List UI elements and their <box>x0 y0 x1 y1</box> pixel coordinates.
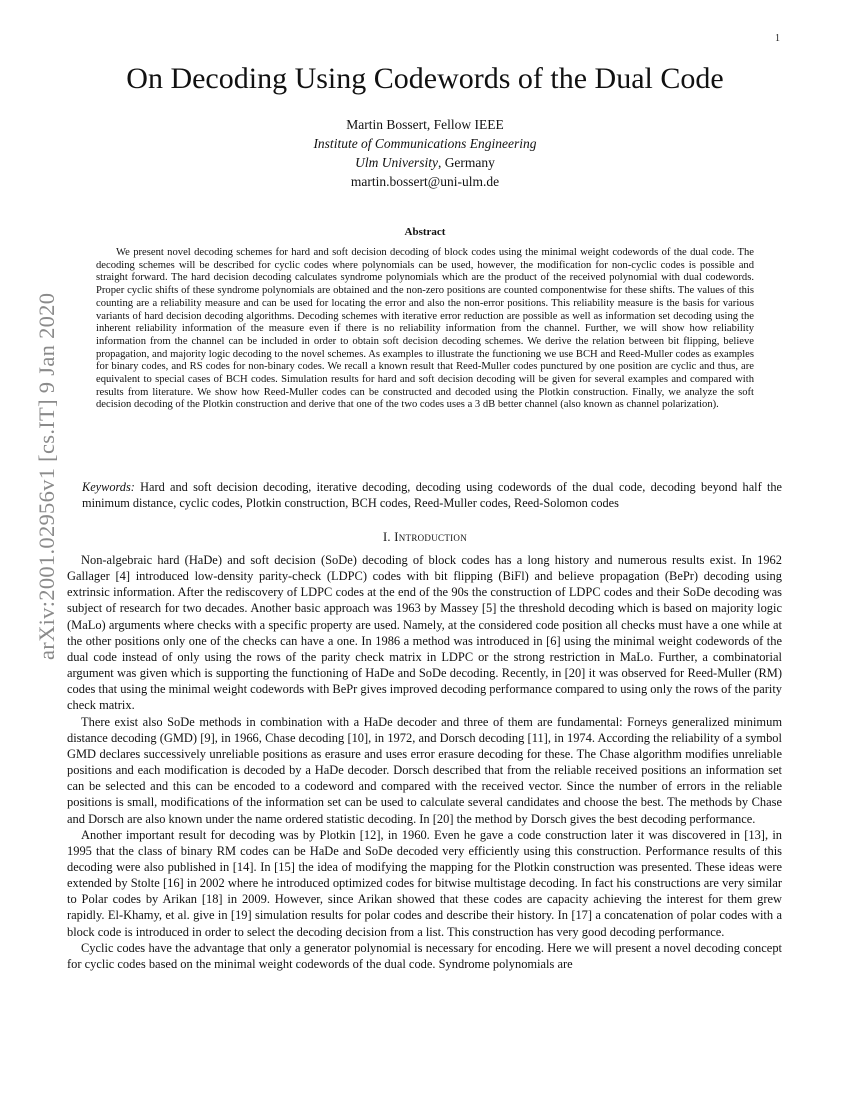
body-paragraph: Another important result for decoding was by Plotkin [12], in 1960. Even he gave a code construction later it was discovered in [13], in 1995 that the class of binary RM codes can be HaDe and SoDe decoded very efficiently using this construction. Performance results of this decoding were also published in [14]. In [15] the idea of modifying the mapping for the Plotkin construction was presented. These ideas were extended by Stolte [16] in 2002 where he introduced optimized codes for bitwise multistage decoding. In fact his constructions are very similar to Polar codes by Arikan [18] in 2009. However, since Arikan showed that these codes are capacity achieving the interest for them grew rapidly. El-Khamy, et al. give in [19] simulation results for polar codes and describe their history. In [17] a concatenation of polar codes with a block code is introduced in order to select the decoding decision from a list. This construction has very good decoding performance. <box>67 827 782 939</box>
paper-title: On Decoding Using Codewords of the Dual Code <box>126 62 724 95</box>
author-block <box>60 115 790 191</box>
author-country: , Germany <box>437 155 495 170</box>
abstract-heading: Abstract <box>404 226 446 238</box>
keywords <box>82 479 782 511</box>
keywords-label: Keywords: <box>82 480 135 494</box>
page-number: 1 <box>775 33 780 44</box>
body-paragraph: Non-algebraic hard (HaDe) and soft decision (SoDe) decoding of block codes has a long history and numerous results exist. In 1962 Gallager [4] introduced low-density parity-check (LDPC) codes with bit flipping (BiFl) and believe propagation (BePr) decoding using extrinsic information. After the rediscovery of LDPC codes at the end of the 90s the construction of LDPC codes and their SoDe decoding was subject of research for two decades. Another basic approach was 1963 by Massey [5] the threshold decoding which is based on majority logic (MaLo) arguments where checks with a specific property are used. Namely, at the considered code position all checks must have a one while at the other positions only one of the checks can have a one. In 1986 a method was introduced in [6] using the minimal weight codewords of the dual code instead of only using the rows of the parity check matrix in LDPC or the strong restriction in MaLo. Further, a combinatorial argument was given which is supporting the functioning of HaDe and SoDe decoding. Recently, in [20] it was observed for Reed-Muller (RM) codes that using the minimal weight codewords with BePr gives improved decoding performance compared to using only the rows of the parity check matrix. <box>67 553 782 713</box>
section-body <box>67 552 782 972</box>
body-paragraph: There exist also SoDe methods in combination with a HaDe decoder and three of them are fundamental: Forneys generalized minimum distance decoding (GMD) [9], in 1966, Chase decoding [10], in 1972, and Dorsch decoding [11], in 1974. According the reliability of a symbol GMD declares successively unreliable positions as erasure and uses error erasure decoding for these. The Chase algorithm modifies unreliable positions and each modification is decoded by a HaDe decoder. Dorsch described that from the reliable received positions an information set can be selected and this can be encoded to a codeword and compared with the received vector. Since the number of errors in the reliable positions is small, modifications of the information set can be used to calculate several candidates and choose the best. The methods by Chase and Dorsch are also known under the name ordered statistic decoding. In [20] the method by Dorsch gives the best decoding performance. <box>67 714 782 826</box>
abstract-text: We present novel decoding schemes for hard and soft decision decoding of block codes using the minimal weight codewords of the dual code. The decoding schemes will be described for cyclic codes where polynomials can be used, however, the modification for non-cyclic codes is possible and straight forward. The hard decision decoding calculates syndrome polynomials which are the product of the received polynomial with dual codewords. Proper cyclic shifts of these syndrome polynomials are obtained and the non-zero positions are counted componentwise for these shifts. The values of this counting are a reliability measure and can be used for locating the error and also the non-error positions. This reliability measure is the basis for various variants of hard decision decoding algorithms. Decoding schemes with iterative error reduction are possible as well as information set decoding using the inherent reliability information of the measure even if there is no reliability information from the channel. Further, we will show how reliability information from the channel can be included in order to obtain soft decision decoding schemes. We derive the relation between bit flipping, believe propagation, and majority logic decoding to the novel schemes. As examples to illustrate the functioning we use BCH and Reed-Muller codes as examples for binary codes, and RS codes for non-binary codes. We recall a known result that Reed-Muller codes punctured by one position are cyclic and thus, are equivalent to special cases of BCH codes. Simulation results for hard and soft decision decoding will be given for several examples and compared with results from literature. We show how Reed-Muller codes can be constructed and decoded using the Plotkin construction. Finally, we analyze the soft decision decoding of the Plotkin construction and derive that one of the two codes uses a 3 dB better channel (also known as channel polarization). <box>96 247 754 411</box>
body-paragraph: Cyclic codes have the advantage that only a generator polynomial is necessary for encoding. Here we will present a novel decoding concept for cyclic codes based on the minimal weight codewords of the dual code. Syndrome polynomials are <box>67 940 782 971</box>
author-university: Ulm University <box>355 155 438 170</box>
author-email: martin.bossert@uni-ulm.de <box>350 174 500 189</box>
author-affiliation <box>60 153 790 172</box>
arxiv-identifier-stamp: arXiv:2001.02956v1 [cs.IT] 9 Jan 2020 <box>34 292 59 660</box>
keywords-text: Hard and soft decision decoding, iterative decoding, decoding using codewords of the dual code, decoding beyond half the minimum distance, cyclic codes, Plotkin construction, BCH codes, Reed-Muller codes, Reed-Solomon codes <box>82 480 782 510</box>
author-name: Martin Bossert, Fellow IEEE <box>346 117 504 132</box>
section-heading-introduction: I. Introduction <box>382 530 468 544</box>
author-institute: Institute of Communications Engineering <box>313 136 537 151</box>
